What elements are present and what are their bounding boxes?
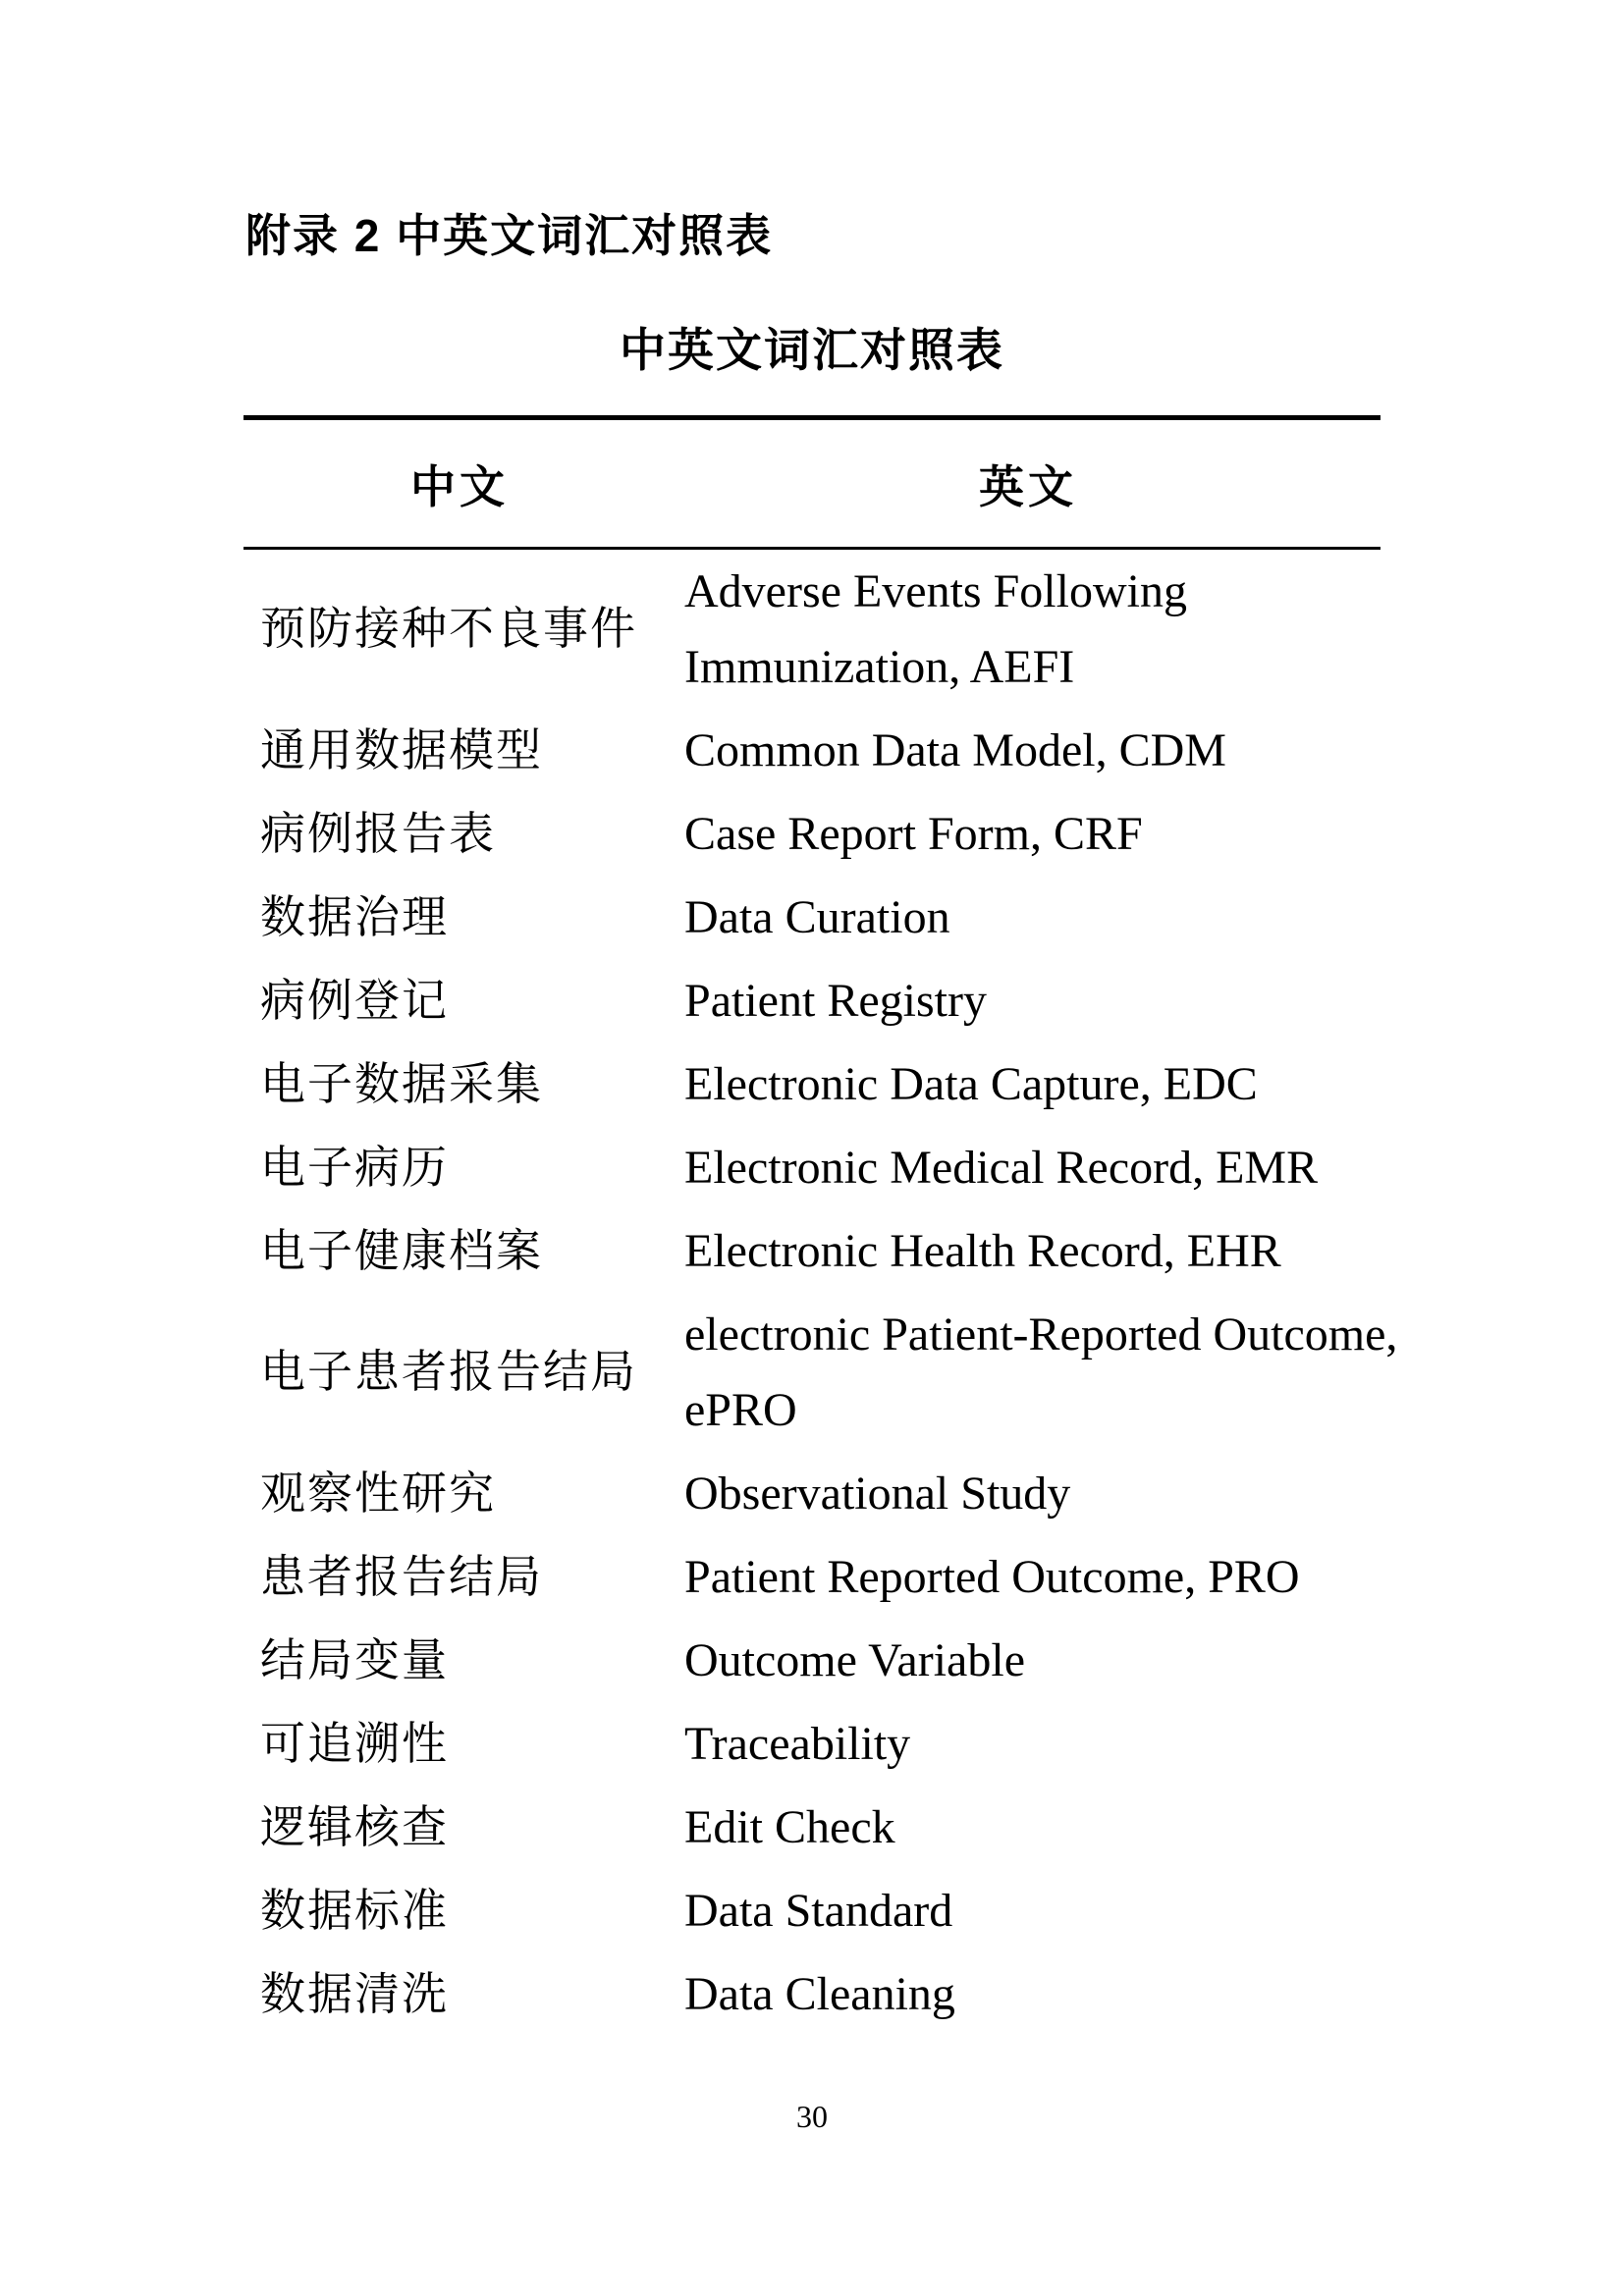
english-term [676,1786,1380,1869]
english-term-line: Outcome Variable [684,1634,1025,1686]
table-row [244,1786,1380,1869]
english-term [676,876,1380,959]
english-term [676,709,1380,792]
table-row [244,1293,1380,1452]
chinese-term: 逻辑核查 [260,1801,449,1852]
chinese-term: 电子病历 [260,1142,449,1193]
table-row [244,1209,1380,1293]
chinese-term: 电子数据采集 [260,1058,543,1109]
chinese-term: 病例报告表 [260,808,496,859]
english-term-line: Patient Reported Outcome, PRO [684,1551,1300,1603]
english-term-line: Edit Check [684,1801,895,1853]
chinese-term: 数据标准 [260,1885,449,1936]
english-term-line: electronic Patient-Reported Outcome, [684,1308,1398,1361]
appendix-heading: 附录 2 中英文词汇对照表 [245,210,774,261]
english-term-line: Common Data Model, CDM [684,724,1226,776]
english-term-line: Electronic Health Record, EHR [684,1225,1281,1277]
header-row [244,418,1380,549]
english-term [676,1869,1380,1952]
english-term [676,1952,1380,2036]
glossary-table-header [244,418,1380,549]
chinese-term: 电子健康档案 [260,1225,543,1276]
english-term-line: Traceability [684,1718,911,1770]
glossary-table [244,415,1398,2036]
table-row [244,1535,1380,1619]
english-term [676,1209,1380,1293]
chinese-term: 数据治理 [260,891,449,942]
glossary-table-body [244,549,1398,2037]
page-number: 30 [796,2099,828,2134]
table-row [244,792,1380,876]
english-term-line: Data Cleaning [684,1968,955,2020]
table-row [244,959,1380,1042]
english-term [676,1619,1380,1702]
english-term-line: ePRO [684,1384,797,1436]
english-term-line: Observational Study [684,1468,1071,1520]
english-term-line: Electronic Medical Record, EMR [684,1142,1319,1194]
english-term [676,959,1380,1042]
table-row [244,1126,1380,1209]
table-row [244,1042,1380,1126]
english-term [676,1702,1380,1786]
table-row [244,876,1380,959]
english-term [676,1535,1380,1619]
chinese-term: 患者报告结局 [260,1551,543,1602]
english-term [676,792,1380,876]
chinese-term: 观察性研究 [260,1468,496,1519]
table-row [244,1619,1380,1702]
english-term [676,1293,1398,1452]
english-term-line: Case Report Form, CRF [684,808,1143,860]
chinese-term: 数据清洗 [260,1968,449,2019]
table-row [244,1702,1380,1786]
table-row [244,1452,1380,1535]
table-row [244,709,1380,792]
chinese-term: 通用数据模型 [260,724,543,775]
table-caption: 中英文词汇对照表 [620,324,1004,376]
table-row [244,1869,1380,1952]
english-term-line: Adverse Events Following [684,565,1187,617]
chinese-term: 病例登记 [260,975,449,1026]
english-term-line: Immunization, AEFI [684,641,1075,693]
table-row [244,549,1380,710]
column-header-english: 英文 [676,418,1380,549]
chinese-term: 预防接种不良事件 [260,604,637,654]
english-term [676,1042,1380,1126]
chinese-term: 可追溯性 [260,1718,449,1769]
english-term [676,549,1380,710]
english-term-line: Patient Registry [684,975,987,1027]
english-term-line: Data Curation [684,891,950,943]
table-row [244,1952,1380,2036]
english-term [676,1452,1380,1535]
column-header-chinese: 中文 [244,418,676,549]
english-term [676,1126,1380,1209]
english-term-line: Data Standard [684,1885,953,1937]
english-term-line: Electronic Data Capture, EDC [684,1058,1258,1110]
chinese-term: 结局变量 [260,1634,449,1685]
chinese-term: 电子患者报告结局 [260,1347,637,1397]
